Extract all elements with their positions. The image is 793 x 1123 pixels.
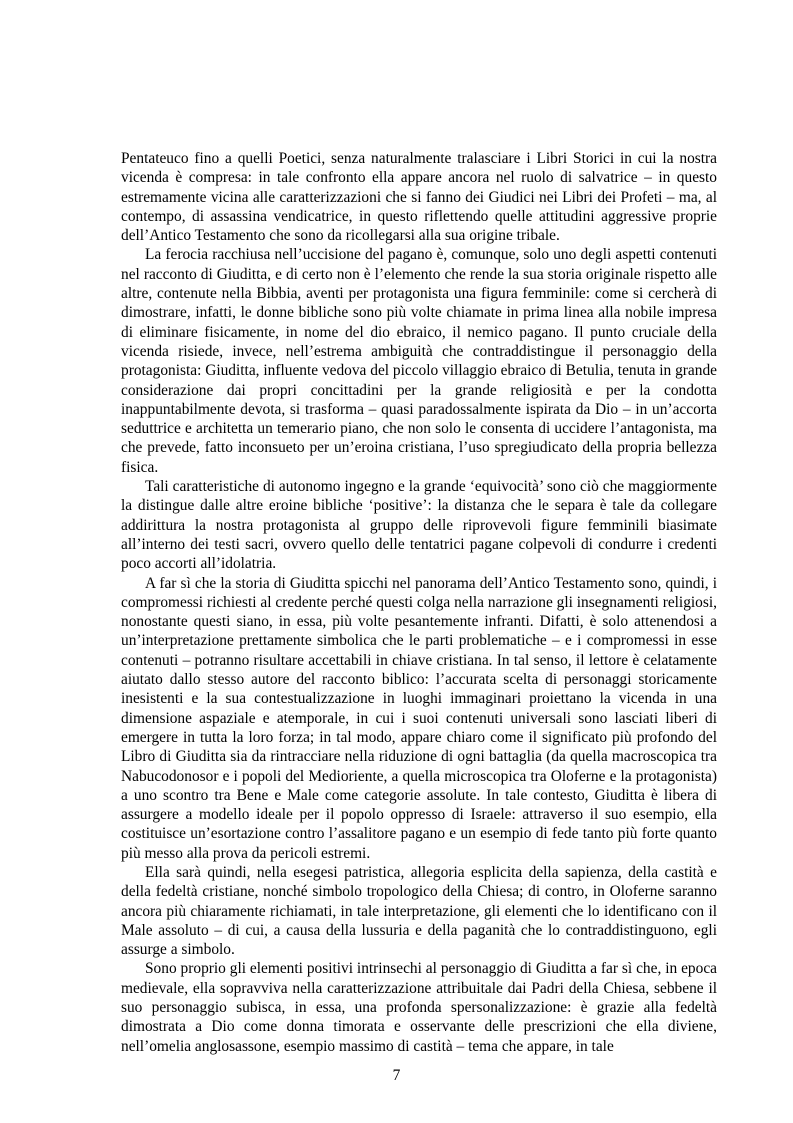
paragraph: Sono proprio gli elementi positivi intrinsechi al personaggio di Giuditta a far sì che, in epoca medievale, ella sopravviva nella caratterizzazione attribuitale dai Padri della Chiesa, sebbene il suo personaggio subisca, in essa, una profonda spersonalizzazione: è grazie alla fedeltà dimostrata a Dio come donna timorata e osservante delle prescrizioni che ella diviene, nell’omelia anglosassone, esempio massimo di castità – tema che appare, in tale [121,960,717,1055]
page-number: 7 [392,1067,401,1084]
paragraph: Ella sarà quindi, nella esegesi patristica, allegoria esplicita della sapienza, della castità e della fedeltà cristiane, nonché simbolo tropologico della Chiesa; di contro, in Oloferne saranno ancora più chiaramente richiamati, in tale interpretazione, gli elementi che lo identificano con il Male assoluto – di cui, a causa della lussuria e della paganità che lo contraddistinguono, egli assurge a simbolo. [121,863,717,959]
paragraph: Tali caratteristiche di autonomo ingegno e la grande ‘equivocità’ sono ciò che maggiormente la distingue dalle altre eroine bibliche ‘positive’: la distanza che le separa è tale da collegare addirittura la nostra protagonista al gruppo delle riprovevoli figure femminili biasimate all’interno dei testi sacri, ovvero quello delle tentatrici pagane colpevoli di condurre i credenti poco accorti all’idolatria. [121,478,717,573]
body-text [121,149,717,1056]
paragraph: A far sì che la storia di Giuditta spicchi nel panorama dell’Antico Testamento sono, quindi, i compromessi richiesti al credente perché questi colga nella narrazione gli insegnamenti religiosi, nonostante questi siano, in essa, più volte pesantemente infranti. Difatti, è solo attenendosi a un’interpretazione prettamente simbolica che le parti problematiche – e i compromessi in esse contenuti – potranno risultare accettabili in chiave cristiana. In tal senso, il lettore è celatamente aiutato dallo stesso autore del racconto biblico: l’accurata scelta di personaggi storicamente inesistenti e la sua contestualizzazione in luoghi immaginari proiettano la vicenda in una dimensione aspaziale e atemporale, in cui i suoi contenuti universali sono lasciati liberi di emergere in tutta la loro forza; in tal modo, appare chiaro come il significato più profondo del Libro di Giuditta sia da rintracciare nella riduzione di ogni battaglia (da quella macroscopica tra Nabucodonosor e i popoli del Medioriente, a quella microscopica tra Oloferne e la protagonista) a uno scontro tra Bene e Male come categorie assolute. In tale contesto, Giuditta è libera di assurgere a modello ideale per il popolo oppresso di Israele: attraverso il suo esempio, ella costituisce un’esortazione contro l’assalitore pagano e un esempio di fede tanto più forte quanto più messo alla prova da pericoli estremi. [121,574,717,862]
paragraph: La ferocia racchiusa nell’uccisione del pagano è, comunque, solo uno degli aspetti contenuti nel racconto di Giuditta, e di certo non è l’elemento che rende la sua storia originale rispetto alle altre, contenute nella Bibbia, aventi per protagonista una figura femminile: come si cercherà di dimostrare, infatti, le donne bibliche sono più volte chiamate in prima linea alla nobile impresa di eliminare fisicamente, in nome del dio ebraico, il nemico pagano. Il punto cruciale della vicenda risiede, invece, nell’estrema ambiguità che contraddistingue il personaggio della protagonista: Giuditta, influente vedova del piccolo villaggio ebraico di Betulia, tenuta in grande considerazione dai propri concittadini per la grande religiosità e per la condotta inappuntabilmente devota, si trasforma – quasi paradossalmente ispirata da Dio – in un’accorta seduttrice e architetta un temerario piano, che non solo le consenta di uccidere l’antagonista, ma che prevede, fatto inconsueto per un’eroina cristiana, l’uso spregiudicato della propria bellezza fisica. [121,246,717,476]
paragraph: Pentateuco fino a quelli Poetici, senza naturalmente tralasciare i Libri Storici in cui la nostra vicenda è compresa: in tale confronto ella appare ancora nel ruolo di salvatrice – in questo estremamente vicina alle caratterizzazioni che si fanno dei Giudici nei Libri dei Profeti – ma, al contempo, di assassina vendicatrice, in questo riflettendo quelle attitudini aggressive proprie dell’Antico Testamento che sono da ricollegarsi alla sua origine tribale. [121,150,717,245]
